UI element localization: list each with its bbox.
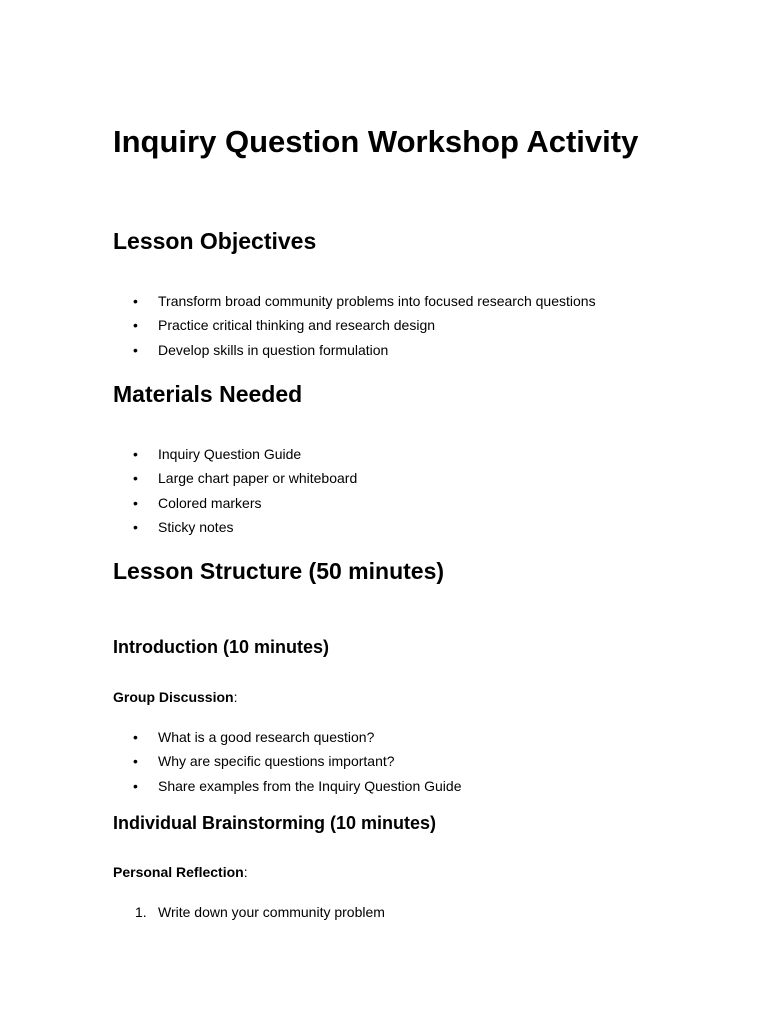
document-title: Inquiry Question Workshop Activity (113, 124, 639, 159)
list-item-text: What is a good research question? (158, 729, 375, 745)
list-item (113, 341, 713, 365)
bullet-icon: • (133, 753, 138, 770)
list-item (113, 494, 713, 518)
bullet-icon: • (133, 470, 138, 487)
list-item (113, 316, 713, 340)
list-item (113, 777, 713, 801)
bullet-icon: • (133, 341, 138, 358)
list-item-text: Large chart paper or whiteboard (158, 470, 358, 487)
list-item-text: Colored markers (158, 494, 262, 511)
objectives-list (113, 292, 713, 365)
bullet-icon: • (133, 494, 138, 511)
brainstorming-list (113, 903, 713, 927)
introduction-list (113, 728, 713, 801)
materials-list (113, 445, 713, 542)
group-discussion-label-colon: : (233, 689, 238, 705)
objectives-heading: Lesson Objectives (113, 228, 317, 254)
list-item-text: Inquiry Question Guide (158, 446, 302, 462)
structure-heading: Lesson Structure (50 minutes) (113, 558, 445, 584)
bullet-icon: • (133, 446, 138, 462)
list-item-number: 1. (135, 904, 147, 920)
list-item-text: Why are specific questions important? (158, 753, 395, 770)
bullet-icon: • (133, 777, 138, 794)
personal-reflection-label-colon: : (243, 864, 248, 880)
list-item (113, 469, 713, 493)
list-item-text: Share examples from the Inquiry Question Guide (158, 777, 462, 794)
materials-heading: Materials Needed (113, 381, 303, 407)
list-item (113, 728, 713, 752)
list-item-text: Develop skills in question formulation (158, 341, 389, 358)
brainstorming-heading: Individual Brainstorming (10 minutes) (113, 813, 437, 833)
bullet-icon: • (133, 317, 138, 334)
list-item (113, 445, 713, 469)
group-discussion-label-text: Group Discussion (113, 689, 234, 705)
list-item-text: Sticky notes (158, 518, 234, 535)
personal-reflection-label (113, 863, 248, 881)
bullet-icon: • (133, 293, 138, 309)
list-item (113, 518, 713, 542)
list-item-text: Write down your community problem (158, 904, 385, 920)
introduction-heading: Introduction (10 minutes) (113, 637, 329, 657)
list-item-text: Practice critical thinking and research design (158, 317, 436, 334)
group-discussion-label (113, 688, 237, 706)
list-item (113, 903, 713, 927)
bullet-icon: • (133, 518, 138, 535)
list-item (113, 752, 713, 776)
personal-reflection-label-text: Personal Reflection (113, 864, 244, 880)
bullet-icon: • (133, 729, 138, 745)
list-item-text: Transform broad community problems into focused research questions (158, 293, 596, 309)
list-item (113, 292, 713, 316)
